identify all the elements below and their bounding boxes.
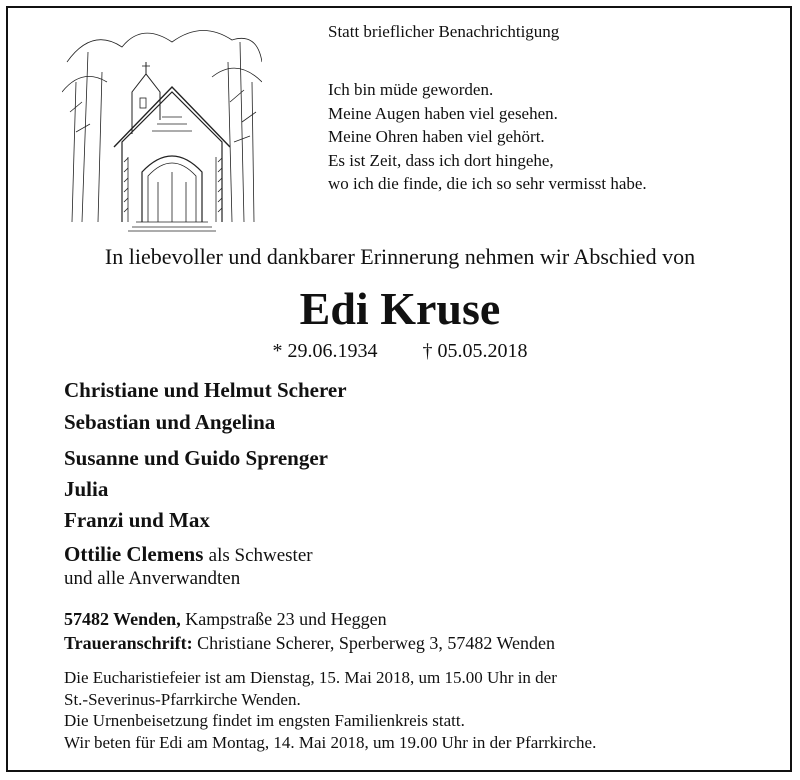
service-line: Wir beten für Edi am Montag, 14. Mai 2018, um 19.00 Uhr in der Pfarrkirche. [64,732,597,752]
service-line: St.-Severinus-Pfarrkirche Wenden. [64,689,301,709]
poem-line: Es ist Zeit, dass ich dort hingehe, [328,150,554,170]
mourner-line: Susanne und Guido Sprenger [64,446,328,470]
residence-address [64,609,387,630]
relatives-line: und alle Anverwandten [64,568,241,589]
mourner-line: Sebastian und Angelina [64,410,276,434]
mourning-address [64,633,555,654]
notice-header: Statt brieflicher Benachrichtigung [328,22,560,41]
mourning-address-label: Traueranschrift: [64,633,193,653]
residence-street: Kampstraße 23 und Heggen [185,609,387,629]
mourner-line: Franzi und Max [64,508,210,532]
sibling-line [64,542,313,567]
mourner-line: Christiane und Helmut Scherer [64,378,347,402]
poem [328,78,647,196]
poem-line: wo ich die finde, die ich so sehr vermisst habe. [328,174,647,193]
service-info [64,667,596,753]
residence-location: 57482 Wenden, [64,609,181,629]
deceased-name: Edi Kruse [299,283,501,334]
poem-line: Ich bin müde geworden. [328,80,494,99]
poem-line: Meine Ohren haben viel gehört. [328,127,545,146]
death-date: † 05.05.2018 [422,340,528,362]
intro-text: In liebevoller und dankbarer Erinnerung nehmen wir Abschied von [104,244,696,269]
sibling-name: Ottilie Clemens [64,542,204,566]
mourner-line: Julia [64,477,109,501]
mourning-address-value: Christiane Scherer, Sperberweg 3, 57482 Wenden [197,633,556,653]
birth-date: * 29.06.1934 [272,340,378,362]
service-line: Die Eucharistiefeier ist am Dienstag, 15. Mai 2018, um 15.00 Uhr in der [64,668,557,687]
service-line: Die Urnenbeisetzung findet im engsten Familienkreis statt. [64,711,465,730]
sibling-relation: als Schwester [208,545,313,566]
poem-line: Meine Augen haben viel gesehen. [328,103,558,123]
life-dates [0,340,800,363]
chapel-sketch-icon [62,22,262,232]
